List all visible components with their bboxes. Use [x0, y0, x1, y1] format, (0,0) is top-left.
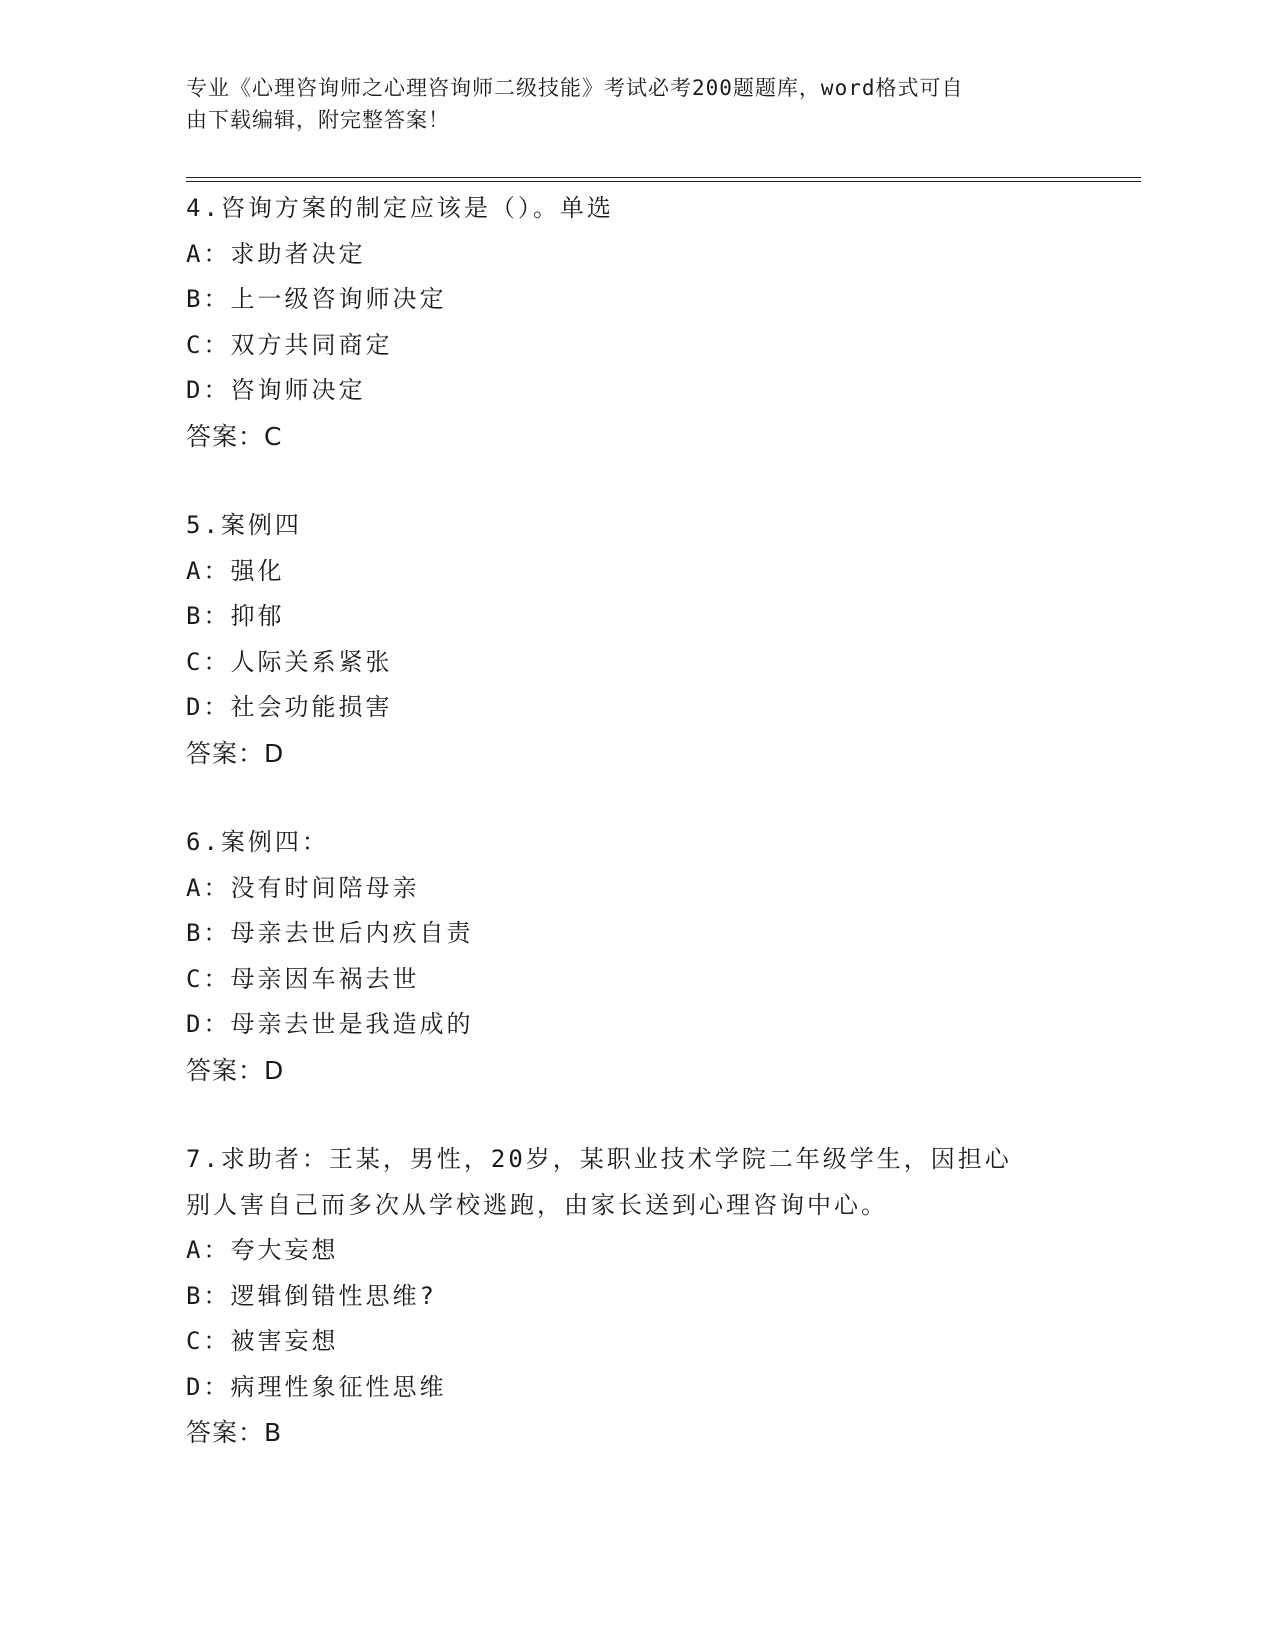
question-block — [186, 820, 1086, 1093]
answer-line: 答案：D — [186, 738, 285, 768]
header-line-2: 由下载编辑，附完整答案！ — [186, 108, 450, 132]
option-d: D：母亲去世是我造成的 — [186, 1010, 474, 1038]
option-d: D：病理性象征性思维 — [186, 1372, 447, 1401]
header-line-1: 专业《心理咨询师之心理咨询师二级技能》考试必考200题题库，word格式可自 — [186, 76, 964, 100]
question-block — [186, 503, 1086, 776]
question-stem-line-1: 7.求助者：王某，男性，20岁，某职业技术学院二年级学生，因担心 — [186, 1145, 1012, 1173]
answer-line: 答案：B — [186, 1418, 283, 1447]
option-b: B：母亲去世后内疚自责 — [186, 919, 474, 947]
option-b: B：上一级咨询师决定 — [186, 285, 447, 313]
answer-line: 答案：C — [186, 421, 283, 451]
option-a: A：没有时间陪母亲 — [186, 873, 420, 902]
header-divider-top — [186, 177, 1141, 178]
question-stem: 4.咨询方案的制定应该是（）。单选 — [186, 194, 614, 222]
option-a: A：强化 — [186, 556, 285, 585]
option-b: B：逻辑倒错性思维? — [186, 1281, 437, 1310]
option-c: C：人际关系紧张 — [186, 647, 393, 676]
option-d: D：社会功能损害 — [186, 693, 393, 721]
option-c: C：双方共同商定 — [186, 330, 393, 359]
question-stem: 6.案例四： — [186, 828, 329, 856]
option-a: A：求助者决定 — [186, 239, 366, 268]
question-list — [186, 186, 1086, 1500]
question-block — [186, 186, 1086, 459]
question-stem: 5.案例四 — [186, 511, 302, 539]
option-c: C：母亲因车祸去世 — [186, 964, 420, 993]
question-block — [186, 1137, 1086, 1456]
answer-line: 答案：D — [186, 1055, 285, 1085]
option-d: D：咨询师决定 — [186, 376, 366, 404]
question-stem-line-2: 别人害自己而多次从学校逃跑，由家长送到心理咨询中心。 — [186, 1190, 888, 1219]
option-c: C：被害妄想 — [186, 1327, 339, 1355]
option-a: A：夸大妄想 — [186, 1236, 339, 1264]
header-divider-bottom — [186, 181, 1141, 182]
option-b: B：抑郁 — [186, 602, 285, 630]
document-header — [186, 72, 1066, 136]
